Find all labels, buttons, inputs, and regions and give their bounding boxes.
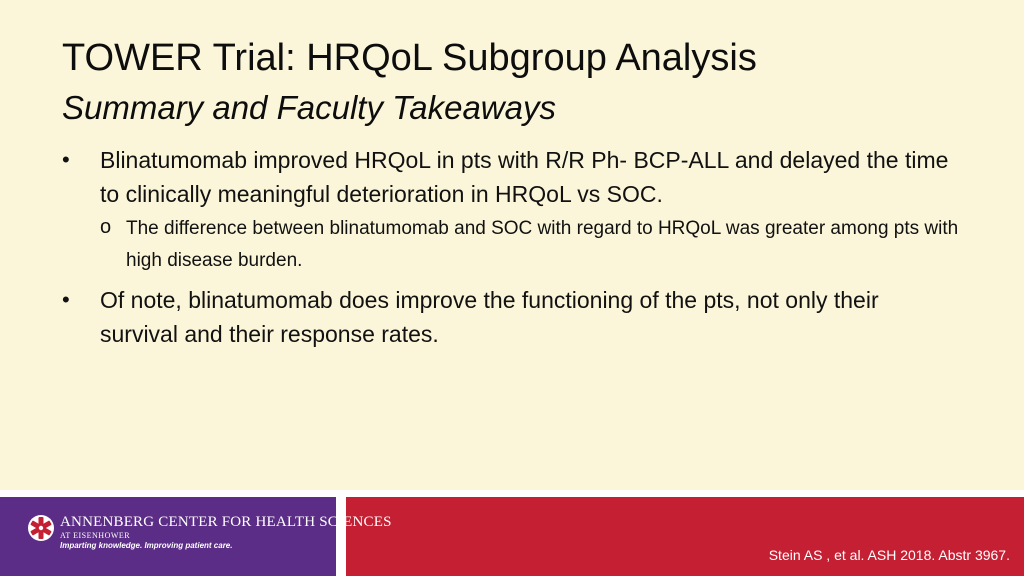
bullet-item (62, 283, 962, 351)
logo-tagline: Imparting knowledge. Improving patient care. (60, 541, 233, 550)
star-of-life-icon (27, 514, 55, 542)
footer-citation-panel (346, 497, 1024, 576)
slide-title: TOWER Trial: HRQoL Subgroup Analysis (62, 37, 757, 79)
bullet-text: Blinatumomab improved HRQoL in pts with R/R Ph- BCP-ALL and delayed the time to clinically meaningful deterioration in HRQoL vs SOC. (100, 147, 949, 207)
sub-bullet-text: The difference between blinatumomab and SOC with regard to HRQoL was greater among pts with high disease burden. (126, 218, 959, 271)
bullet-list (62, 143, 962, 353)
bullet-marker: • (62, 147, 70, 172)
bullet-item (62, 143, 962, 211)
slide-subtitle: Summary and Faculty Takeaways (62, 89, 556, 126)
sub-bullet-item (62, 213, 962, 277)
logo-subtext: AT EISENHOWER (60, 531, 131, 540)
logo-wordmark: ANNENBERG CENTER FOR HEALTH SCIENCES (60, 514, 392, 530)
sub-bullet-marker: o (100, 216, 112, 238)
citation: Stein AS , et al. ASH 2018. Abstr 3967. (768, 547, 1010, 563)
bullet-text: Of note, blinatumomab does improve the functioning of the pts, not only their survival and their response rates. (100, 287, 879, 347)
bullet-marker: • (62, 287, 70, 312)
